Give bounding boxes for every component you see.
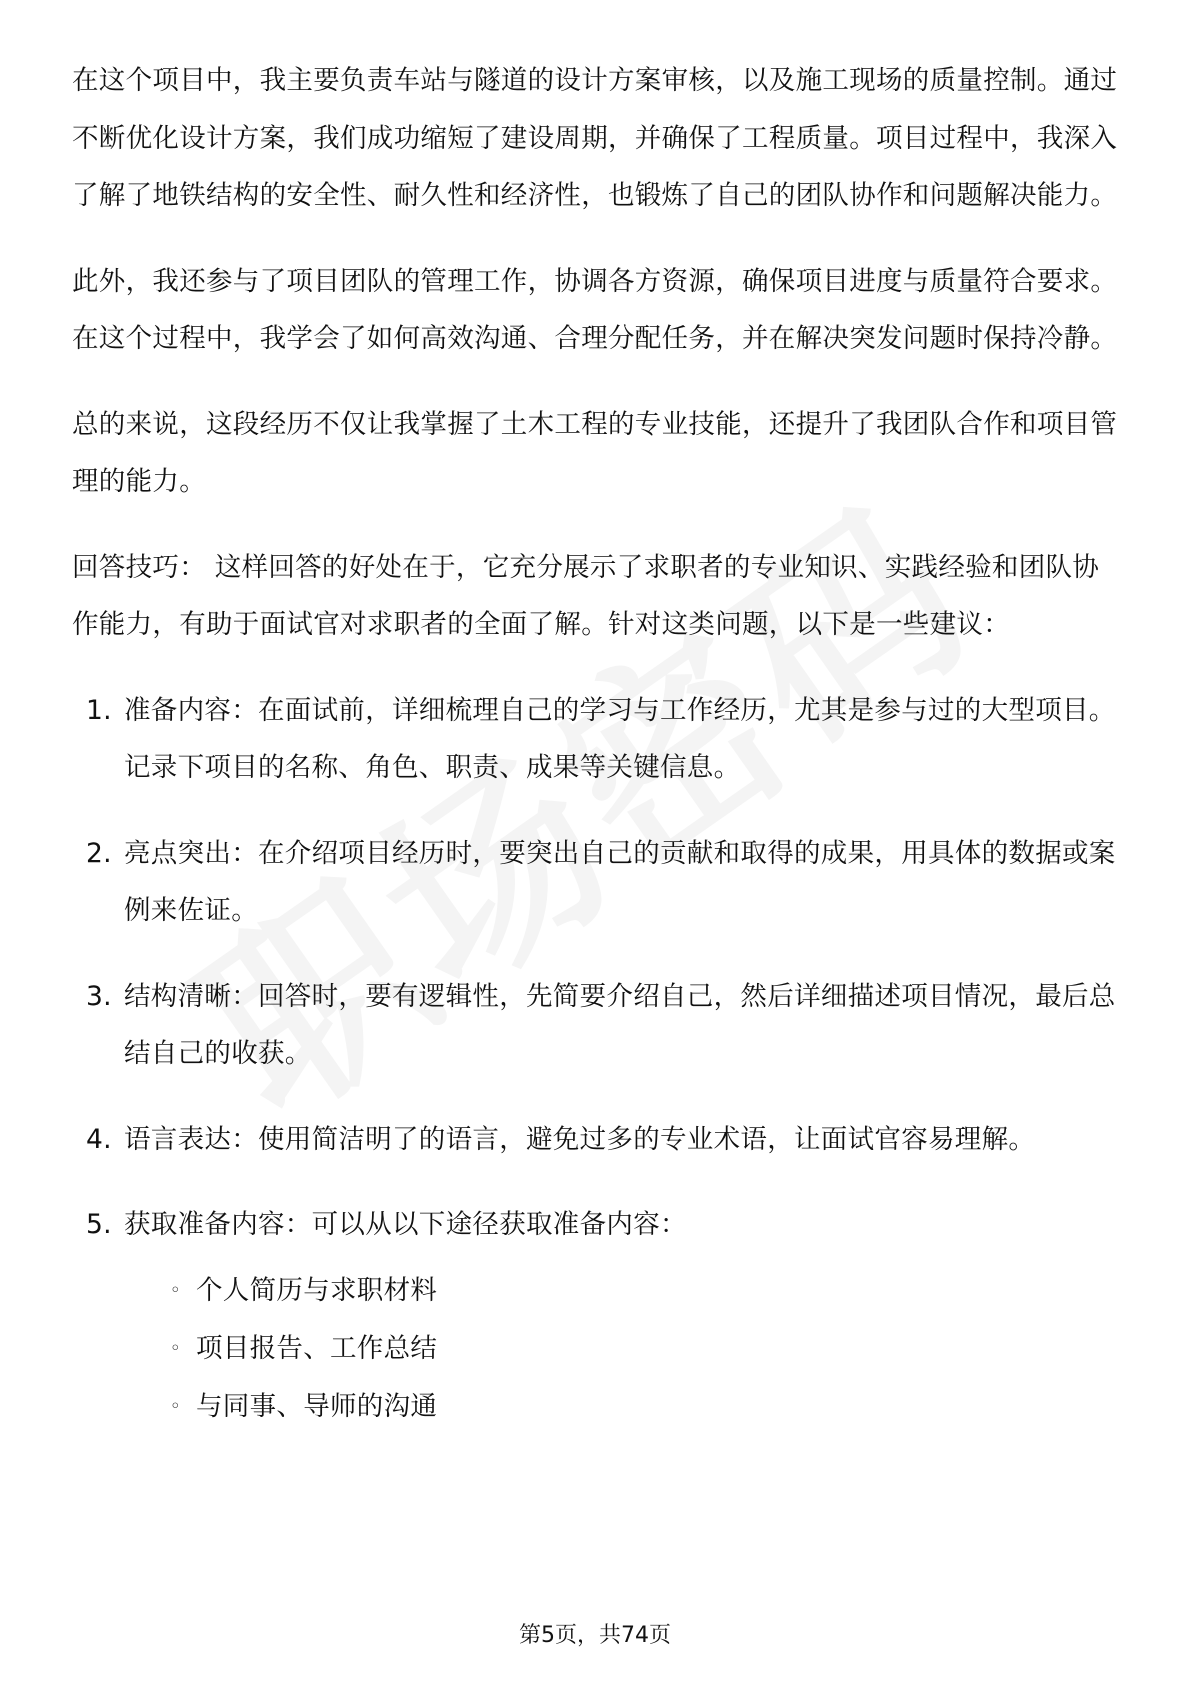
tips-list [72,682,1122,1436]
list-item [72,968,1122,1083]
page-footer: 第5页，共74页 [519,1623,671,1648]
list-number: 1. [86,694,112,726]
list-item-text: 亮点突出：在介绍项目经历时，要突出自己的贡献和取得的成果，用具体的数据或案例来佐证。 [124,837,1116,926]
list-number: 4. [86,1123,112,1155]
paragraph-answer-tips: 回答技巧： 这样回答的好处在于，它充分展示了求职者的专业知识、实践经验和团队协作能力，有助于面试官对求职者的全面了解。针对这类问题，以下是一些建议： [72,551,1100,640]
bullet-icon: ◦ [170,1337,181,1359]
list-item-text: 语言表达：使用简洁明了的语言，避免过多的专业术语，让面试官容易理解。 [124,1123,1036,1155]
sublist-item [170,1378,1122,1436]
list-item [72,825,1122,940]
bullet-icon: ◦ [170,1395,181,1417]
list-item [72,1196,1122,1436]
list-number: 3. [86,980,112,1012]
list-number: 2. [86,837,112,869]
paragraph-team-management: 此外，我还参与了项目团队的管理工作，协调各方资源，确保项目进度与质量符合要求。在这个过程中，我学会了如何高效沟通、合理分配任务，并在解决突发问题时保持冷静。 [72,265,1118,354]
page-content [72,52,1122,1464]
sublist-item-text: 项目报告、工作总结 [196,1332,438,1364]
list-item [72,1111,1122,1169]
list-item-text: 准备内容：在面试前，详细梳理自己的学习与工作经历，尤其是参与过的大型项目。记录下项目的名称、角色、职责、成果等关键信息。 [124,694,1116,783]
list-number: 5. [86,1209,112,1240]
sublist-item [170,1262,1122,1320]
sublist-item-text: 个人简历与求职材料 [196,1274,438,1306]
paragraph-project-role: 在这个项目中，我主要负责车站与隧道的设计方案审核，以及施工现场的质量控制。通过不断优化设计方案，我们成功缩短了建设周期，并确保了工程质量。项目过程中，我深入了解了地铁结构的安全性、耐久性和经济性，也锻炼了自己的团队协作和问题解决能力。 [72,65,1118,211]
list-item-text: 结构清晰：回答时，要有逻辑性，先简要介绍自己，然后详细描述项目情况，最后总结自己的收获。 [124,980,1116,1069]
list-item [72,682,1122,797]
paragraph-summary: 总的来说，这段经历不仅让我掌握了土木工程的专业技能，还提升了我团队合作和项目管理的能力。 [72,408,1118,497]
bullet-icon: ◦ [170,1279,181,1301]
sources-sublist [124,1262,1122,1436]
sublist-item [170,1320,1122,1378]
sublist-item-text: 与同事、导师的沟通 [196,1390,438,1422]
list-item-text: 获取准备内容：可以从以下途径获取准备内容： [124,1209,687,1240]
